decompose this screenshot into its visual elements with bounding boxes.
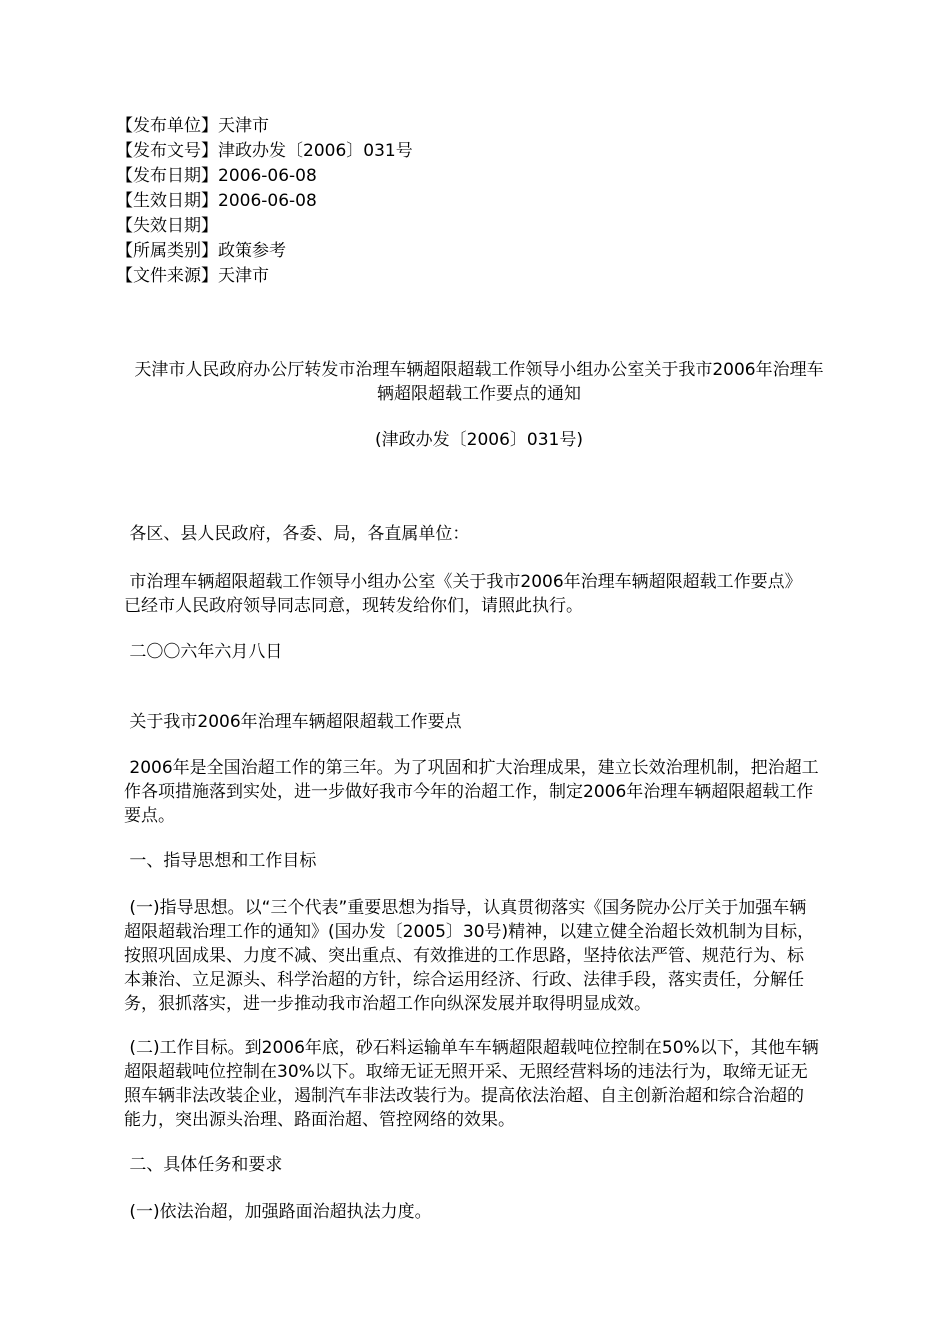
salutation: 各区、县人民政府，各委、局，各直属单位：	[124, 524, 470, 544]
meta-source: 【文件来源】天津市	[116, 266, 269, 286]
meta-issuer: 【发布单位】天津市	[116, 116, 269, 136]
issue-date-line: 二〇〇六年六月八日	[124, 642, 283, 662]
meta-category: 【所属类别】政策参考	[116, 241, 286, 261]
meta-effective-date: 【生效日期】2006-06-08	[116, 191, 317, 211]
section-heading: 二、具体任务和要求	[124, 1155, 283, 1175]
work-goal-paragraph: (二)工作目标。到2006年底，砂石料运输单车车辆超限超载吨位控制在50%以下，其他车辆 超限超载吨位控制在30%以下。取缔无证无照开采、无照经营料场的违法行为，取缔无证无 照车辆非法改装企业，遏制汽车非法改装行为。提高依法治超、自主创新治超和综合治超的 能力，突出源头治理、路面治超、管控网络的效果。	[124, 1038, 819, 1130]
notice-paragraph: 市治理车辆超限超载工作领导小组办公室《关于我市2006年治理车辆超限超载工作要点》 已经市人民政府领导同志同意，现转发给你们，请照此执行。	[124, 572, 802, 616]
document-metadata	[116, 114, 413, 289]
section-heading: 一、指导思想和工作目标	[124, 851, 317, 871]
title-line: 天津市人民政府办公厅转发市治理车辆超限超载工作领导小组办公室关于我市2006年治理车	[134, 360, 824, 380]
guiding-principle-paragraph: (一)指导思想。以“三个代表”重要思想为指导，认真贯彻落实《国务院办公厅关于加强车辆 超限超载治理工作的通知》(国办发〔2005〕30号)精神，以建立健全治超长效机制为目标， 按照巩固成果、力度不减、突出重点、有效推进的工作思路，坚持依法严管、规范行为、标 本兼治、立足源头、科学治超的方针，综合运用经济、行政、法律手段，落实责任，分解任 务，狠抓落实，进一步推动我市治超工作向纵深发展并取得明显成效。	[124, 898, 815, 1014]
title-line: 辆超限超载工作要点的通知	[377, 384, 581, 404]
attachment-subtitle: 关于我市2006年治理车辆超限超载工作要点	[124, 712, 462, 732]
meta-expiry-date: 【失效日期】	[116, 216, 218, 236]
intro-paragraph: 2006年是全国治超工作的第三年。为了巩固和扩大治理成果，建立长效治理机制，把治超工 作各项措施落到实处，进一步做好我市今年的治超工作，制定2006年治理车辆超限超载工作 要点。	[124, 758, 819, 826]
task-item: (一)依法治超，加强路面治超执法力度。	[124, 1202, 432, 1222]
meta-issue-date: 【发布日期】2006-06-08	[116, 166, 317, 186]
document-number: (津政办发〔2006〕031号)	[375, 430, 583, 450]
meta-doc-number: 【发布文号】津政办发〔2006〕031号	[116, 141, 413, 161]
document-title	[120, 358, 838, 406]
